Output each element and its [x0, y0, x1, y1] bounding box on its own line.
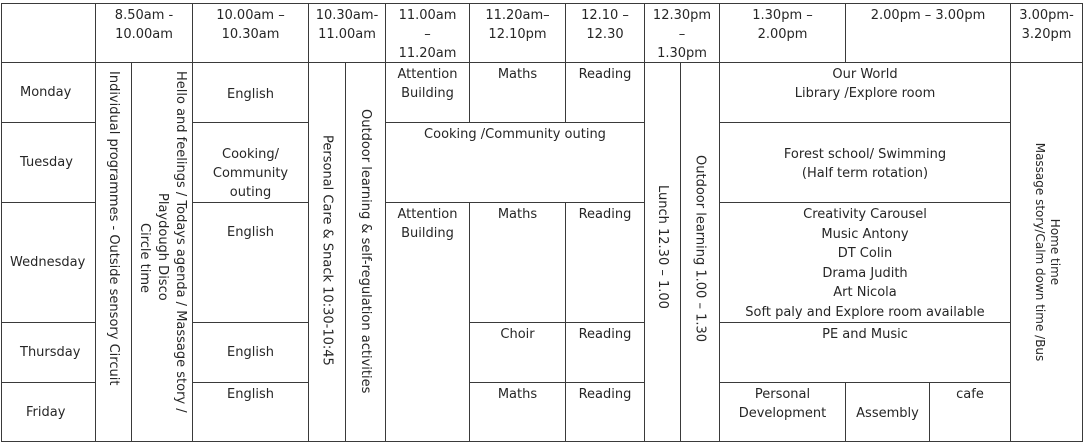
header-slot-1400: 2.00pm – 3.00pm [845, 3, 1011, 63]
header-slot-1100: 11.00am – 11.20am [385, 3, 470, 63]
attention-building-wednesday: Attention Building [385, 202, 470, 442]
outdoor-learning-pm-text: Outdoor learning 1.00 – 1.30 [692, 155, 708, 343]
circle-time-line-2: Playdough Disco [155, 193, 170, 301]
day-thursday: Thursday [1, 322, 96, 383]
home-time-text [1032, 143, 1062, 362]
choir-thursday: Choir [469, 322, 566, 383]
english-monday: English [192, 62, 309, 123]
header-slot-1330: 1.30pm – 2.00pm [719, 3, 846, 63]
cooking-community-tuesday: Cooking /Community outing [385, 122, 645, 203]
creativity-carousel-wednesday: Creativity Carousel Music Antony DT Colin Drama Judith Art Nicola Soft paly and Explore room available [719, 202, 1011, 323]
header-slot-1210: 12.10 – 12.30 [565, 3, 645, 63]
circle-time-cell [131, 62, 193, 442]
circle-time-line-1: Hello and feelings / Todays agenda / Massage story / [173, 71, 188, 413]
header-slot-1230: 12.30pm – 1.30pm [644, 3, 720, 63]
reading-monday: Reading [565, 62, 645, 123]
day-wednesday: Wednesday [1, 202, 96, 323]
header-slot-1120: 11.20am– 12.10pm [469, 3, 566, 63]
cafe-friday: cafe [929, 382, 1011, 442]
personal-development-friday: Personal Development [719, 382, 846, 442]
header-slot-0850: 8.50am - 10.00am [95, 3, 193, 63]
attention-building-monday: Attention Building [385, 62, 470, 123]
maths-friday: Maths [469, 382, 566, 442]
lunch-text: Lunch 12.30 – 1.00 [655, 185, 670, 309]
outdoor-learning-pm-cell [680, 62, 720, 442]
day-friday: Friday [1, 382, 96, 442]
english-wednesday: English [192, 202, 309, 323]
assembly-friday: Assembly [845, 382, 930, 442]
home-time-heading: Home time [1047, 218, 1062, 286]
pe-music-thursday: PE and Music [719, 322, 1011, 383]
reading-wednesday: Reading [565, 202, 645, 323]
outdoor-learning-am-text: Outdoor learning & self-regulation activities [358, 109, 373, 394]
individual-programmes-text: Individual programmes - Outside sensory Circuit [106, 71, 121, 386]
reading-thursday: Reading [565, 322, 645, 383]
personal-care-text: Personal Care & Snack 10:30-10:45 [319, 135, 335, 366]
maths-monday: Maths [469, 62, 566, 123]
personal-care-cell [308, 62, 346, 442]
forest-school-tuesday: Forest school/ Swimming (Half term rotation) [719, 122, 1011, 203]
maths-wednesday: Maths [469, 202, 566, 323]
header-slot-1030: 10.30am- 11.00am [308, 3, 386, 63]
circle-time-heading: Circle time [137, 223, 152, 294]
english-friday: English [192, 382, 309, 442]
header-slot-1500: 3.00pm- 3.20pm [1010, 3, 1083, 63]
day-tuesday: Tuesday [1, 122, 96, 203]
home-time-cell [1010, 62, 1083, 442]
english-thursday: English [192, 322, 309, 383]
cooking-tuesday: Cooking/ Community outing [192, 122, 309, 203]
reading-friday: Reading [565, 382, 645, 442]
home-time-detail: Massage story/Calm down time /Bus [1032, 142, 1047, 362]
day-monday: Monday [1, 62, 96, 123]
header-slot-1000: 10.00am – 10.30am [192, 3, 309, 63]
individual-programmes-cell [95, 62, 132, 442]
corner-cell [1, 3, 96, 63]
lunch-cell [644, 62, 681, 442]
outdoor-learning-am-cell [345, 62, 386, 442]
our-world-monday: Our World Library /Explore room [719, 62, 1011, 123]
